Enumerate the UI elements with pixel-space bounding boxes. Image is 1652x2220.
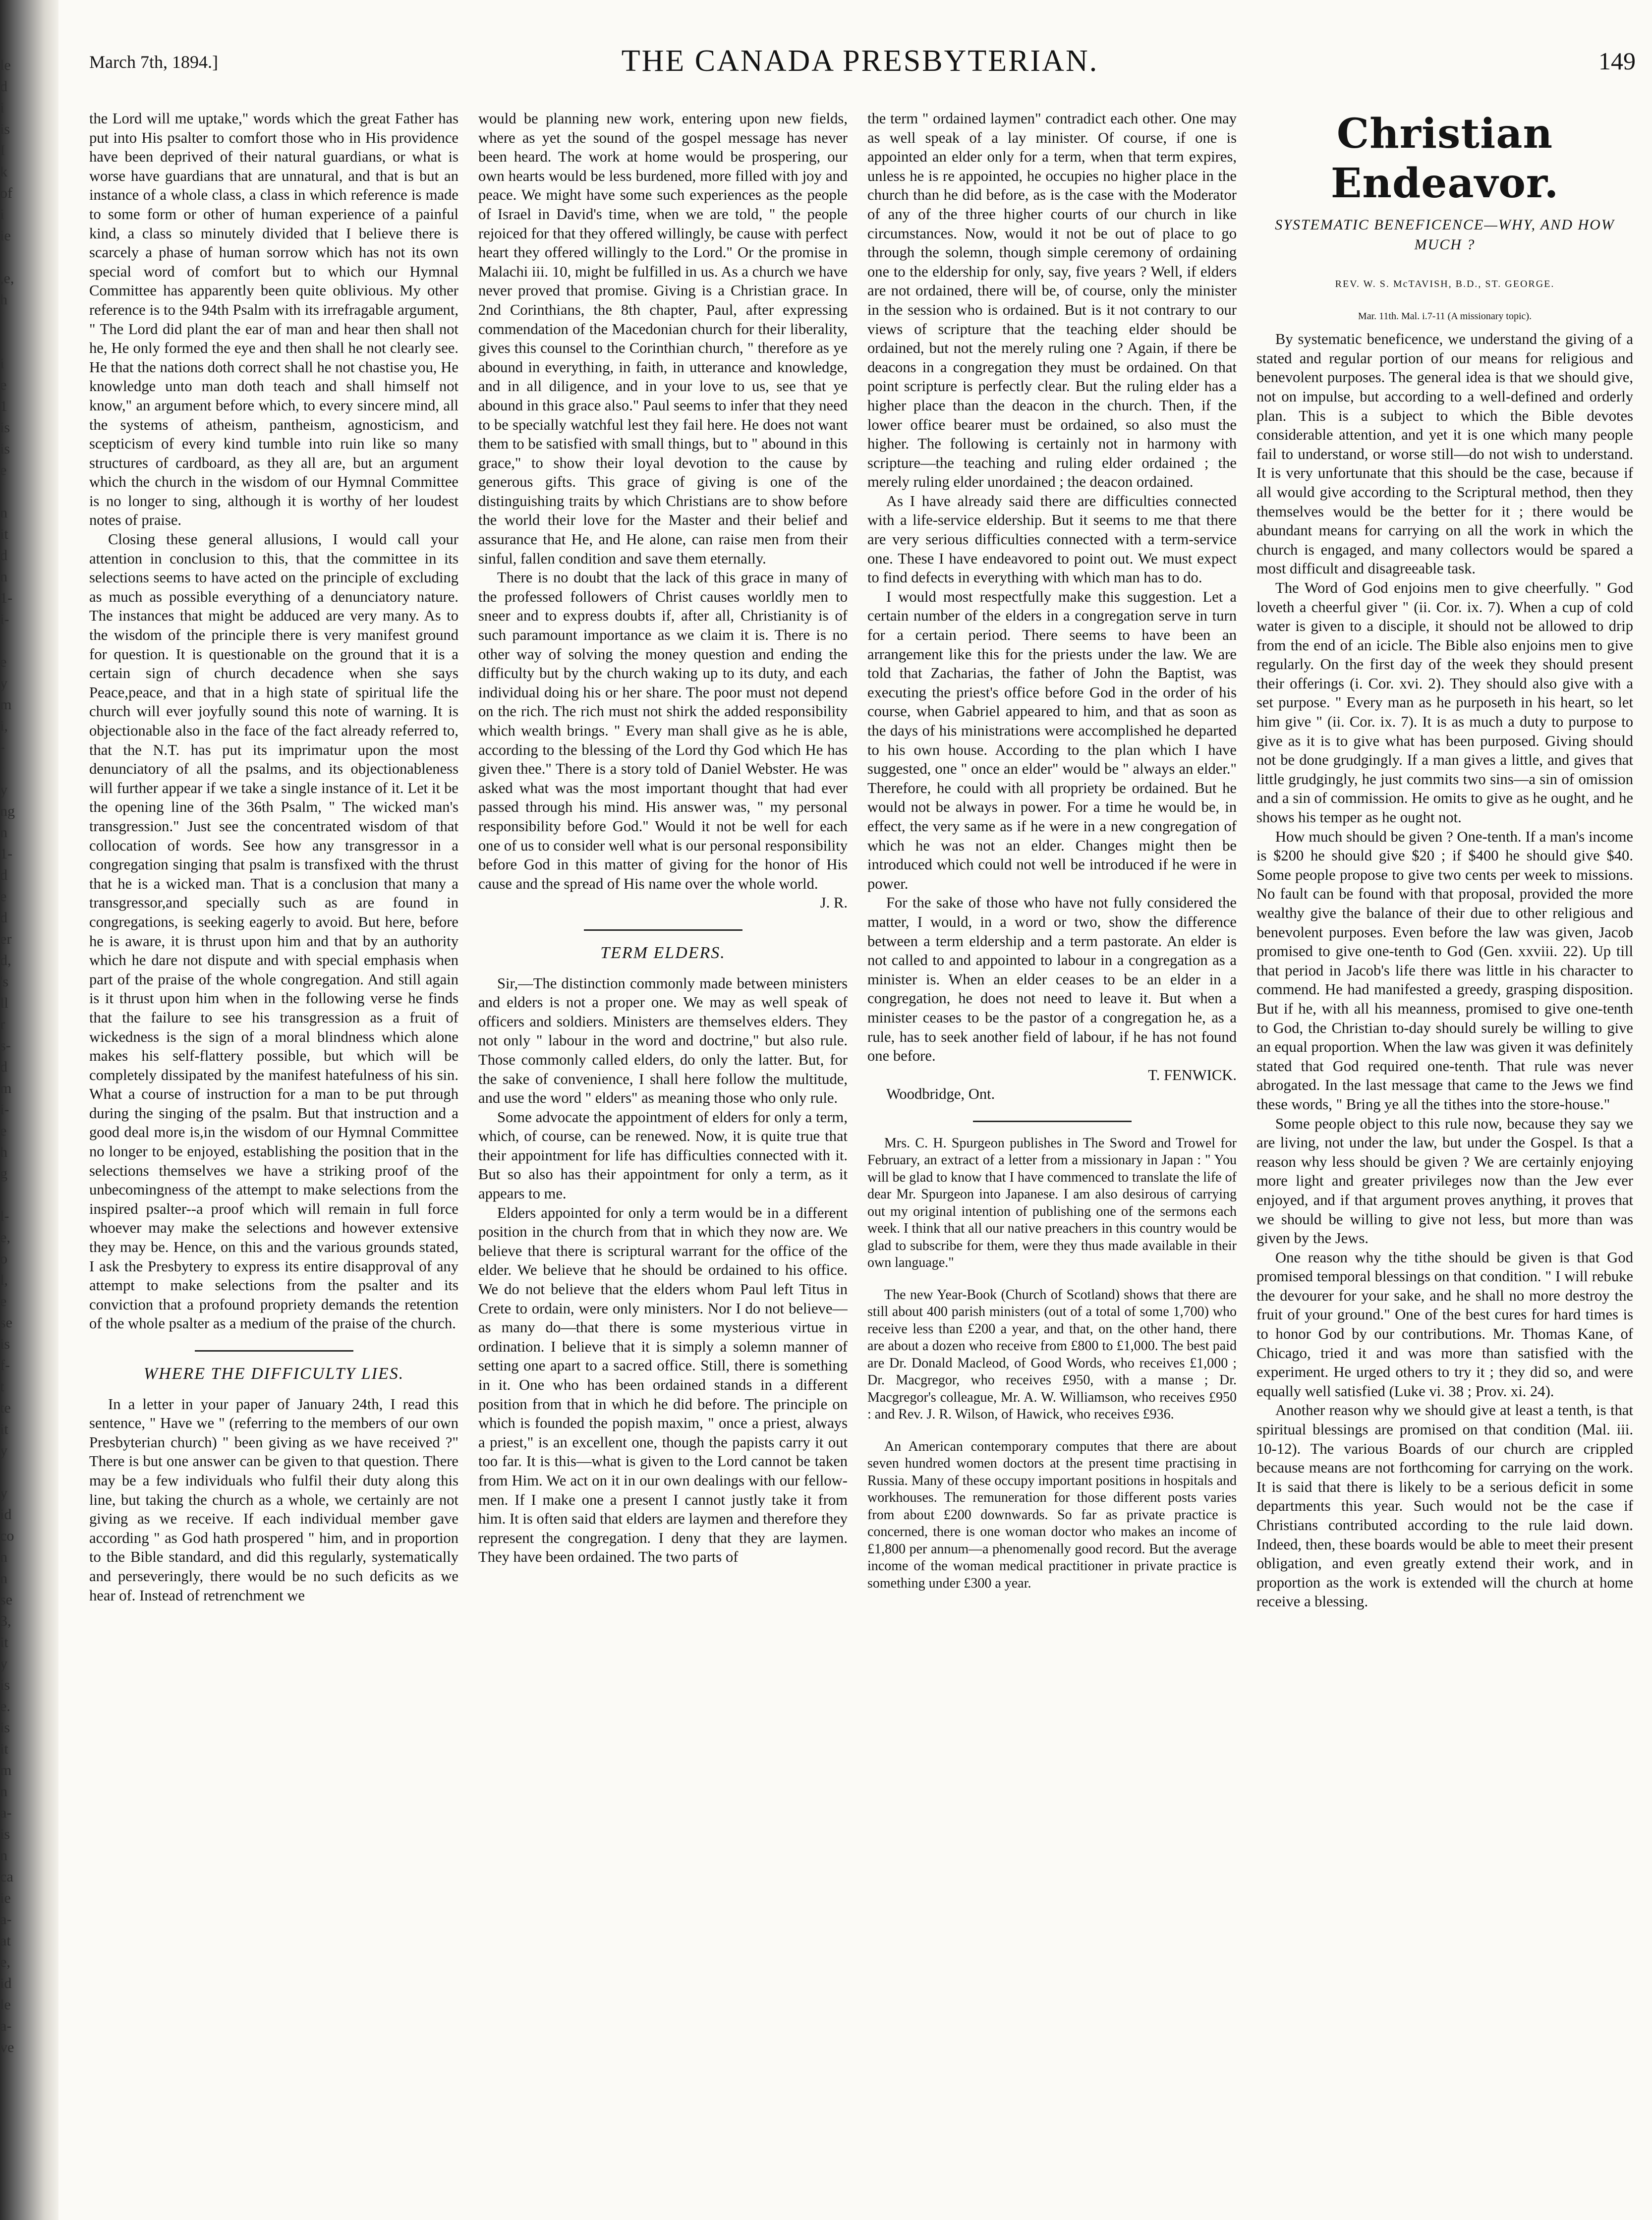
margin-fragment: s- — [0, 1037, 11, 1054]
margin-fragment: n — [0, 1783, 7, 1800]
margin-fragment: f- — [0, 1357, 10, 1373]
margin-fragment: ve — [0, 2039, 14, 2055]
margin-fragment: y — [0, 1442, 7, 1459]
margin-fragment: it — [0, 1741, 8, 1757]
article-paragraph: Some advocate the appointment of elders for only a term, which, of course, can be renewed. Now, it is quite true that their appointment for life has difficulties connected with it. But so also has their appointment for only a term, as it appears to me. — [478, 1108, 848, 1202]
margin-fragment: is — [0, 1677, 10, 1693]
margin-fragment: ca — [0, 1869, 13, 1885]
article-paragraph: How much should be given ? One-tenth. If a man's income is $200 he should give $20 ; if $400 he should give $40. Some people propose to give two cents per week to missions. No fault can be found with that proposal, provided the more wealthy give the balance of their due to other religious and benevolent purposes. Even before the law was given, Jacob promised to give one-tenth to God (Gen. xxviii. 22). Up till that period in Jacob's life there was little in his character to commend. He had manifested a greedy, grasping disposition. But if he, with all his meanness, promised to give one-tenth to God, the Christian to-day should surely be willing to give an equal proportion. When the law was given it was definitely stated that God required one-tenth. That rule was never abrogated. In the last message that came to the Jews we find these words, " Bring ye all the tithes into the store-house." — [1256, 828, 1633, 1113]
margin-fragment — [0, 332, 35, 353]
margin-fragment: e — [0, 1123, 7, 1139]
article-paragraph: I would most respectfully make this suggestion. Let a certain number of the elders in a congregation serve in turn for a certain period. There seems to have been an arrangement like this for the priests under the law. We are told that Zacharias, the father of John the Baptist, was executing the priest's office before God in the order of his course, when Gabriel appeared to him, and that as soon as the days of his ministrations were accomplished he departed to his own house. According to the plan which I have suggested, one " once an elder" would be " always an elder." Therefore, he could with all propriety be ordained. But he would not be always in power. For a time he would be, in effect, the very same as if he were in a new congregation of which he was not an elder. Changes might then be introduced which could not well be introduced if he were in power. — [867, 588, 1237, 892]
margin-fragment: d, — [0, 952, 11, 968]
article-signature: J. R. — [820, 894, 848, 911]
margin-fragment: d — [0, 547, 7, 564]
margin-fragment: se — [0, 1314, 12, 1331]
margin-fragment: i — [0, 206, 4, 223]
margin-fragment: 's — [0, 973, 9, 990]
article-paragraph: Sir,—The distinction commonly made between ministers and elders is not a proper one. We may as well speak of officers and soldiers. Ministers are themselves elders. They not only " labour in the word and doctrine," but also rule. Those commonly called elders, do only the latter. But, for the sake of convenience, I shall here follow the multitude, and use the word " elders" as meaning those who only rule. — [478, 974, 848, 1107]
article-paragraph: Some people object to this rule now, because they say we are living, not under the law, but under the Gospel. Is that a reason why less should be given ? We are certainly enjoying more light and greater privileges now than the Jew ever enjoyed, and if that argument proves anything, it proves that we should be willing to give not less, but more than was given by the Jews. — [1256, 1115, 1633, 1247]
margin-fragment: l- — [0, 1208, 9, 1224]
margin-fragment: i- — [0, 1101, 9, 1118]
article-paragraph: There is no doubt that the lack of this grace in many of the professed followers of Christ causes worldly men to sneer and to express doubts if, after all, Christianity is of such paramount importance as we claim it is. There is no other way of solving the money question and ending the difficulty but by the church waking up to its duty, and each individual doing his or her share. The poor must not depend on the rich. The rich must not shirk the added responsibility which wealth brings. " Every man shall give as he is able, according to the blessing of the Lord thy God which He has given thee." There is a story told of Daniel Webster. He was asked what was the most important thought that had ever passed through his mind. His answer was, " my personal responsibility before God." Would it not be well for each one of us to consider well what is our personal responsibility before God in this matter of giving for the honor of His cause and the spread of His name over the whole world. — [478, 569, 848, 892]
margin-fragment — [0, 1184, 35, 1205]
publication-title: THE CANADA PRESBYTERIAN. — [621, 44, 1099, 78]
article-paragraph: Another reason why we should give at least a tenth, is that spiritual blessings are promised on that condition (Mal. iii. 10-12). The various Boards of our church are crippled because means are not forthcoming for carrying on the work. It is said that there is likely to be a serious deficit in some departments this year. Such would not be the case if Christians contributed according to the rule laid down. Indeed, then, these boards would be able to meet their present obligation, and even greatly extend their work, and in proportion as the work is extended will the church at home receive a blessing. — [1256, 1402, 1633, 1610]
running-head — [84, 35, 1636, 79]
margin-fragment: e, — [0, 1954, 10, 1970]
margin-fragment: n — [0, 1847, 7, 1864]
margin-fragment: e — [0, 377, 7, 393]
margin-fragment: te — [0, 1400, 11, 1416]
margin-fragment: y — [0, 782, 7, 798]
article-paragraph: By systematic beneficence, we understand the giving of a stated and regular portion of our means for religious and benevolent purposes. The general idea is that we should give, not on impulse, but according to a well-defined and orderly plan. This is a subject to which the Bible devotes considerable attention, and yet it is one which many people fail to understand, or worse still—do not wish to understand. It is very unfortunate that this should be the case, because if all would give according to the Scriptural method, then they themselves would be the better for it ; there would be abundant means for carrying on all the work in which the church is engaged, and many collectors would be spared a most difficult and disagreeable task. — [1256, 331, 1633, 577]
margin-fragment: y — [0, 1655, 7, 1672]
margin-fragment: 1- — [0, 846, 12, 862]
margin-fragment: is — [0, 1719, 10, 1736]
margin-fragment: is — [0, 419, 10, 436]
article-paragraph: One reason why the tithe should be given is that God promised temporal blessings on that condition. " I will rebuke the devourer for your sake, and he shall no more destroy the fruit of your ground." One of the best cures for hard times is to honor God by our contributions. Mr. Thomas Kane, of Chicago, tried it and was more than satisfied with the experiment. He urged others to try it ; they did so, and were equally well satisfied (Luke vi. 38 ; Prov. xi. 24). — [1256, 1249, 1633, 1400]
margin-fragment: at — [0, 1933, 11, 1949]
margin-fragment: id — [0, 1975, 12, 1992]
margin-fragment: 1- — [0, 590, 12, 606]
margin-fragment: ie — [0, 1890, 11, 1906]
column-4 — [1256, 109, 1633, 2191]
article-paragraph: the term " ordained laymen" contradict each other. One may as well speak of a lay minister. Of course, if one is appointed an elder only for a term, when that term expires, unless he is re appointed, he occupies no higher place in the church than he did before, as is the case with the Moderator of any of the three higher courts of our church in like circumstances. Now, would it not be out of place to go through the solemn, though simple ceremony of ordaining one to the eldership for only, say, five years ? Well, if elders are not ordained, there will be, of course, only the minister in the session who is ordained. But is it not contrary to our views of scripture that the teaching elder should be ordained, but not the merely ruling one ? Again, if there be deacons in a congregation they must be ordained. On that point scripture is perfectly clear. But the ruling elder has a higher place than the deacon in the church. Then, if the lower office bearer must be ordained, so also must the higher. The following is certainly not in harmony with scripture—the teaching and ruling elder ordained ; the merely ruling elder unordained ; the deacon ordained. — [867, 110, 1237, 491]
margin-fragment: d — [0, 1059, 7, 1075]
article-heading-term-elders: TERM ELDERS. — [600, 943, 726, 962]
margin-fragment: n — [0, 1570, 7, 1587]
margin-fragment: is — [0, 1336, 10, 1352]
margin-fragment — [0, 1461, 35, 1482]
margin-fragment: a- — [0, 2018, 12, 2034]
margin-fragment: e. — [0, 1698, 10, 1714]
margin-fragment: is — [0, 121, 10, 137]
news-paragraph: An American contemporary computes that there are about seven hundred women doctors at the present time practising in Russia. Many of these occupy important positions in hospitals and workhouses. The remuneration for those different posts varies from about £200 downwards. So far as private practice is concerned, there is one woman doctor who makes an income of £1,800 per annum—a phenomenally good record. But the average income of the woman medical practitioner in private practice is something under £300 a year. — [867, 1438, 1237, 1591]
margin-fragment: e, — [0, 1229, 10, 1246]
margin-fragment: i, — [0, 718, 8, 734]
margin-fragment: ll — [0, 995, 8, 1011]
margin-fragment — [0, 630, 35, 651]
margin-fragment: it — [0, 526, 8, 542]
column-1 — [89, 109, 458, 2191]
margin-fragment: r — [0, 1016, 5, 1032]
margin-fragment: d — [0, 867, 7, 883]
article-paragraph: Closing these general allusions, I would call your attention in conclusion to this, that the committee in its selections seems to have acted on the principle of excluding as much as possible everything of a denunciatory nature. The instances that might be adduced are very many. As to the wisdom of the principle there is very manifest ground for question. It is questionable on the ground that it is a certain sign of church decadence when she says Peace,peace, and that in a high state of spiritual life the church will ever joyfully sound this note of warning. It is objectionable also in the face of the fact already referred to, that the N.T. has put its imprimatur upon the most denunciatory of all the psalms, and its objectionableness will further appear if we take a single instance of it. Let it be the opening line of the 36th Psalm, " The wicked man's transgression." Just see the concentrated wisdom of that collocation of words. See how any transgressor in a congregation singing that psalm is transfixed with the thrust that he is a wicked man. That is a conclusion that many a transgressor,and specially such as are found in congregations, is seeking eagerly to avoid. But here, before he is aware, it is thrust upon him and that by an authority which he dare not dispute and with special emphasis when part of the praise of the whole congregation. And still again is it thrust upon him when in the following verse he finds that the failure to see his transgression as a fruit of wickedness is the sign of a moral blindness which alone makes his self-flattery possible, but which will be completely dissipated by the manifest hatefulness of his sin. What a course of instruction for a man to be put through during the singing of the psalm. But that instruction and a good deal more is,in the wisdom of our Hymnal Committee no longer to be enjoyed, establishing the position that in the selections themselves we have a striking proof of the unbecomingness of the attempt to make selections from the inspired psalter--a proof which will remain in full force whoever may make the selections and however extensive they may be. Hence, on this and the various grounds stated, I ask the Presbytery to express its entire disapproval of any attempt to make selections from the psalter and its conviction that a profound propriety demands the retention of the whole psalter as a medium of the praise of the church. — [89, 531, 458, 1332]
article-heading-difficulty: WHERE THE DIFFICULTY LIES. — [143, 1365, 404, 1383]
margin-fragment: h — [0, 291, 7, 308]
article-author: REV. W. S. McTAVISH, B.D., ST. GEORGE. — [1335, 279, 1555, 289]
article-paragraph: the Lord will me uptake," words which the great Father has put into His psalter to comfort those who in His providence have been deprived of their natural guardians, or what is worse have guardians that are unnatural, and that is but an instance of a whole class, a class in which reference is made to some form or other of human experience of a painful kind, a class so minutely divided that I believe there is scarcely a phase of human sorrow which has not its own special word of comfort but to which our Hymnal Committee has apparently been quite oblivious. My other reference is to the 94th Psalm with its irrefragable argument, " The Lord did plant the ear of man and hear then shall not he, He only formed the eye and then shall he not clearly see. He that the nations doth correct shall he not chastise you, He knowledge unto man doth teach and shall himself not know," an argument before which, to every sincere mind, all the systems of atheism, pantheism, agnosticism, and scepticism of every kind tumble into ruin like so many structures of cardboard, as they all are, but an argument which the church in the wisdom of our Hymnal Committee is no longer to sing, although it is worthy of her loudest notes of praise. — [89, 110, 458, 529]
news-notes — [867, 1135, 1237, 1593]
margin-fragment — [0, 310, 35, 332]
margin-fragment: 3, — [0, 1613, 11, 1629]
margin-fragment: n — [0, 1549, 7, 1565]
margin-fragment: m — [0, 1080, 12, 1096]
page-number: 149 — [1598, 47, 1636, 75]
margin-fragment: is — [0, 441, 10, 457]
article-paragraph: In a letter in your paper of January 24th, I read this sentence, " Have we " (referring to the members of our own Presbyterian church) " been giving as we have received ?" There is but one answer can be given to that question. There may be a few individuals who fulfil their duty along this line, but taking the church as a whole, we certainly are not giving as we receive. If each individual member gave according " as God hath prospered " him, and in proportion to the Bible standard, and did this regularly, systematically and perseveringly, there would be no such deficits as we hear of. Instead of retrenchment we — [89, 1395, 458, 1604]
margin-fragment: se — [0, 1592, 12, 1608]
margin-fragment: g — [0, 1165, 7, 1182]
margin-fragment: m — [0, 1762, 12, 1778]
margin-fragment — [0, 481, 35, 502]
margin-fragment: e — [0, 462, 7, 478]
article-paragraph: would be planning new work, entering upon new fields, where as yet the sound of the gospel message has never been heard. The work at home would be prospering, our own hearts would be less burdened, more filled with joy and peace. We might have some such experiences as the people of Israel in David's time, when we are told, " the people rejoiced for that they offered willingly, be cause with perfect heart they offered willingly to the Lord." Or the promise in Malachi iii. 10, might be fulfilled in us. As a church we have never proved that promise. Giving is a Christian grace. In 2nd Corinthians, the 8th chapter, Paul, after expressing commendation of the Macedonian church for their liberality, gives this counsel to the Corinthian church, " therefore as ye abound in everything, in faith, in utterance and knowledge, and in all diligence, and in your love to us, see that ye abound in this grace also." Paul seems to infer that they need to be specially watchful lest they fail here. He does not want them to be satisfied with small things, but to " abound in this grace," to show their loyal devotion to the cause by generous gifts. This grace of giving is one of the distinguishing traits by which Christians are to show before the world their love for the Master and their belief and assurance that He, and He alone, can raise men from their sinful, fallen condition and save them eternally. — [478, 110, 848, 567]
margin-fragment: er — [0, 931, 12, 947]
margin-fragment: n — [0, 505, 7, 521]
section-divider — [584, 929, 742, 931]
margin-fragment: e — [0, 654, 7, 670]
margin-fragment: m — [0, 696, 12, 713]
article-paragraph: For the sake of those who have not fully considered the matter, I would, in a word or two, show the difference between a term eldership and a term pastorate. An elder is not called to and appointed to labour in a congregation as a minister is. When an elder ceases to be an elder in a congregation, he does not need to leave it. But when a minister ceases to be the pastor of a congregation he, as a rule, has to seek another field of labour, if he has not found one before. — [867, 894, 1237, 1065]
margin-fragment: t — [0, 1378, 4, 1395]
margin-fragment: e — [0, 888, 7, 905]
column-3 — [867, 109, 1237, 2191]
margin-fragment: e — [0, 1293, 7, 1309]
margin-fragment: le — [0, 57, 11, 73]
margin-fragment: a- — [0, 1805, 12, 1821]
article-paragraph: The Word of God enjoins men to give cheerfully. " God loveth a cheerful giver " (ii. Cor. ix. 7). When a cup of cold water is given to a disciple, it should not be allowed to drip from the end of an icicle. The Bible also enjoins men to give regularly. On the first day of the week they should present their offerings (i. Cor. xvi. 2). They should also give with a set purpose. " Every man as he purposeth in his heart, so let him give " (ii. Cor. ix. 7). It is as much a duty to purpose to give as it is to give what has been purposed. Giving should not be done grudgingly. If a man gives a little, and gives that little grudgingly, he just commits two sins—a sin of omission and a sin of commission. He omits to give as he ought, and he shows his temper as he ought not. — [1256, 579, 1633, 826]
margin-fragment: ng — [0, 803, 15, 819]
issue-date: March 7th, 1894.] — [89, 52, 218, 72]
article-paragraph: As I have already said there are difficulties connected with a life-service eldership. But it seems to me that there are very serious difficulties connected with a term-service one. These I have endeavored to point out. We must expect to find defects in everything with which man has to do. — [867, 492, 1237, 586]
margin-fragment: a- — [0, 1911, 12, 1928]
margin-fragment: of — [0, 185, 12, 201]
margin-fragment: k — [0, 164, 7, 180]
margin-fragment — [0, 246, 35, 268]
article-place: Woodbridge, Ont. — [886, 1085, 995, 1103]
article-signature: T. FENWICK. — [1148, 1066, 1237, 1083]
margin-fragment: 1 — [0, 398, 7, 414]
section-divider — [973, 1121, 1132, 1122]
margin-fragment: l, — [0, 1272, 8, 1288]
section-title: Christian Endeavor. — [1330, 110, 1559, 207]
news-paragraph: The new Year-Book (Church of Scotland) shows that there are still about 400 parish ministers (out of a total of some 1,700) who receive less than £200 a year, and that, on the other hand, there are about a dozen who receive from £800 to £1,000. The best paid are Dr. Donald Macleod, of Good Words, who receives £1,000 ; Dr. Macgregor, who receives £950, with a manse ; Dr. Macgregor's colleague, Mr. A. W. Williamson, who receives £950 : and Rev. J. R. Wilson, of Hawick, who receives £936. — [867, 1287, 1237, 1423]
margin-fragment: y — [0, 675, 7, 691]
section-divider — [195, 1350, 353, 1352]
news-paragraph: Mrs. C. H. Spurgeon publishes in The Sword and Trowel for February, an extract of a letter from a missionary in Japan : " You will be glad to know that I have commenced to translate the life of dear Mr. Spurgeon into Japanese. I am also desirous of carrying out my original intention of publishing one of the sermons each week. I think that all our native preachers in this country would be glad to subscribe for them, were they thus made available in their own language." — [867, 1135, 1237, 1271]
margin-fragment: i — [0, 100, 4, 116]
article-paragraph: Elders appointed for only a term would be in a different position in the church from that in which they now are. We believe that there is scriptural warrant for the office of the elder. We believe that he should be ordained to his office. We do not believe that the elders whom Paul left Titus in Crete to ordain, were only ministers. Nor I do not believe—as many do—that there is some mysterious virtue in ordination. I believe that it is simply a solemn manner of setting one apart to a sacred office. Still, there is something in it. One who has been ordained stands in a different position from that in which he did before. The principle on which is founded the popish maxim, " once a priest, always a priest," is an excellent one, though the papists carry it out too far. It is this—what is given to the Lord cannot be taken from Him. We act on it in our own dealings with our fellow-men. If I make one a present I cannot justly take it from him. It is often said that elders are laymen and therefore they represent the congregation. I deny that they are laymen. They have been ordained. The two parts of — [478, 1204, 848, 1566]
margin-fragment: le — [0, 1996, 11, 2013]
margin-fragment: i — [0, 355, 4, 372]
column-2 — [478, 109, 848, 2191]
margin-fragment: I — [0, 142, 5, 159]
margin-fragment: id — [0, 1506, 12, 1523]
article-topic: Mar. 11th. Mal. i.7-11 (A missionary topic). — [1358, 310, 1532, 322]
margin-fragment: is — [0, 1826, 10, 1842]
margin-fragment: i- — [0, 611, 9, 627]
margin-fragment: y — [0, 1485, 7, 1501]
margin-fragment: d — [0, 78, 7, 95]
margin-fragment: it — [0, 1421, 8, 1437]
margin-fragment: o — [0, 1251, 7, 1267]
margin-fragment: it — [0, 1634, 8, 1651]
margin-fragment: - — [0, 739, 5, 755]
margin-fragment: co — [0, 1528, 14, 1544]
margin-fragment: n — [0, 824, 7, 841]
margin-fragment: ,e, — [0, 270, 14, 286]
margin-fragment — [0, 758, 35, 779]
article-subtitle: SYSTEMATIC BENEFICENCE—WHY, AND HOW MUCH ? — [1275, 217, 1615, 253]
margin-fragment: ie — [0, 228, 11, 244]
previous-page-margin-fragments — [0, 55, 35, 2058]
margin-fragment: n — [0, 569, 7, 585]
margin-fragment: d — [0, 910, 7, 926]
margin-fragment: h — [0, 1144, 7, 1160]
